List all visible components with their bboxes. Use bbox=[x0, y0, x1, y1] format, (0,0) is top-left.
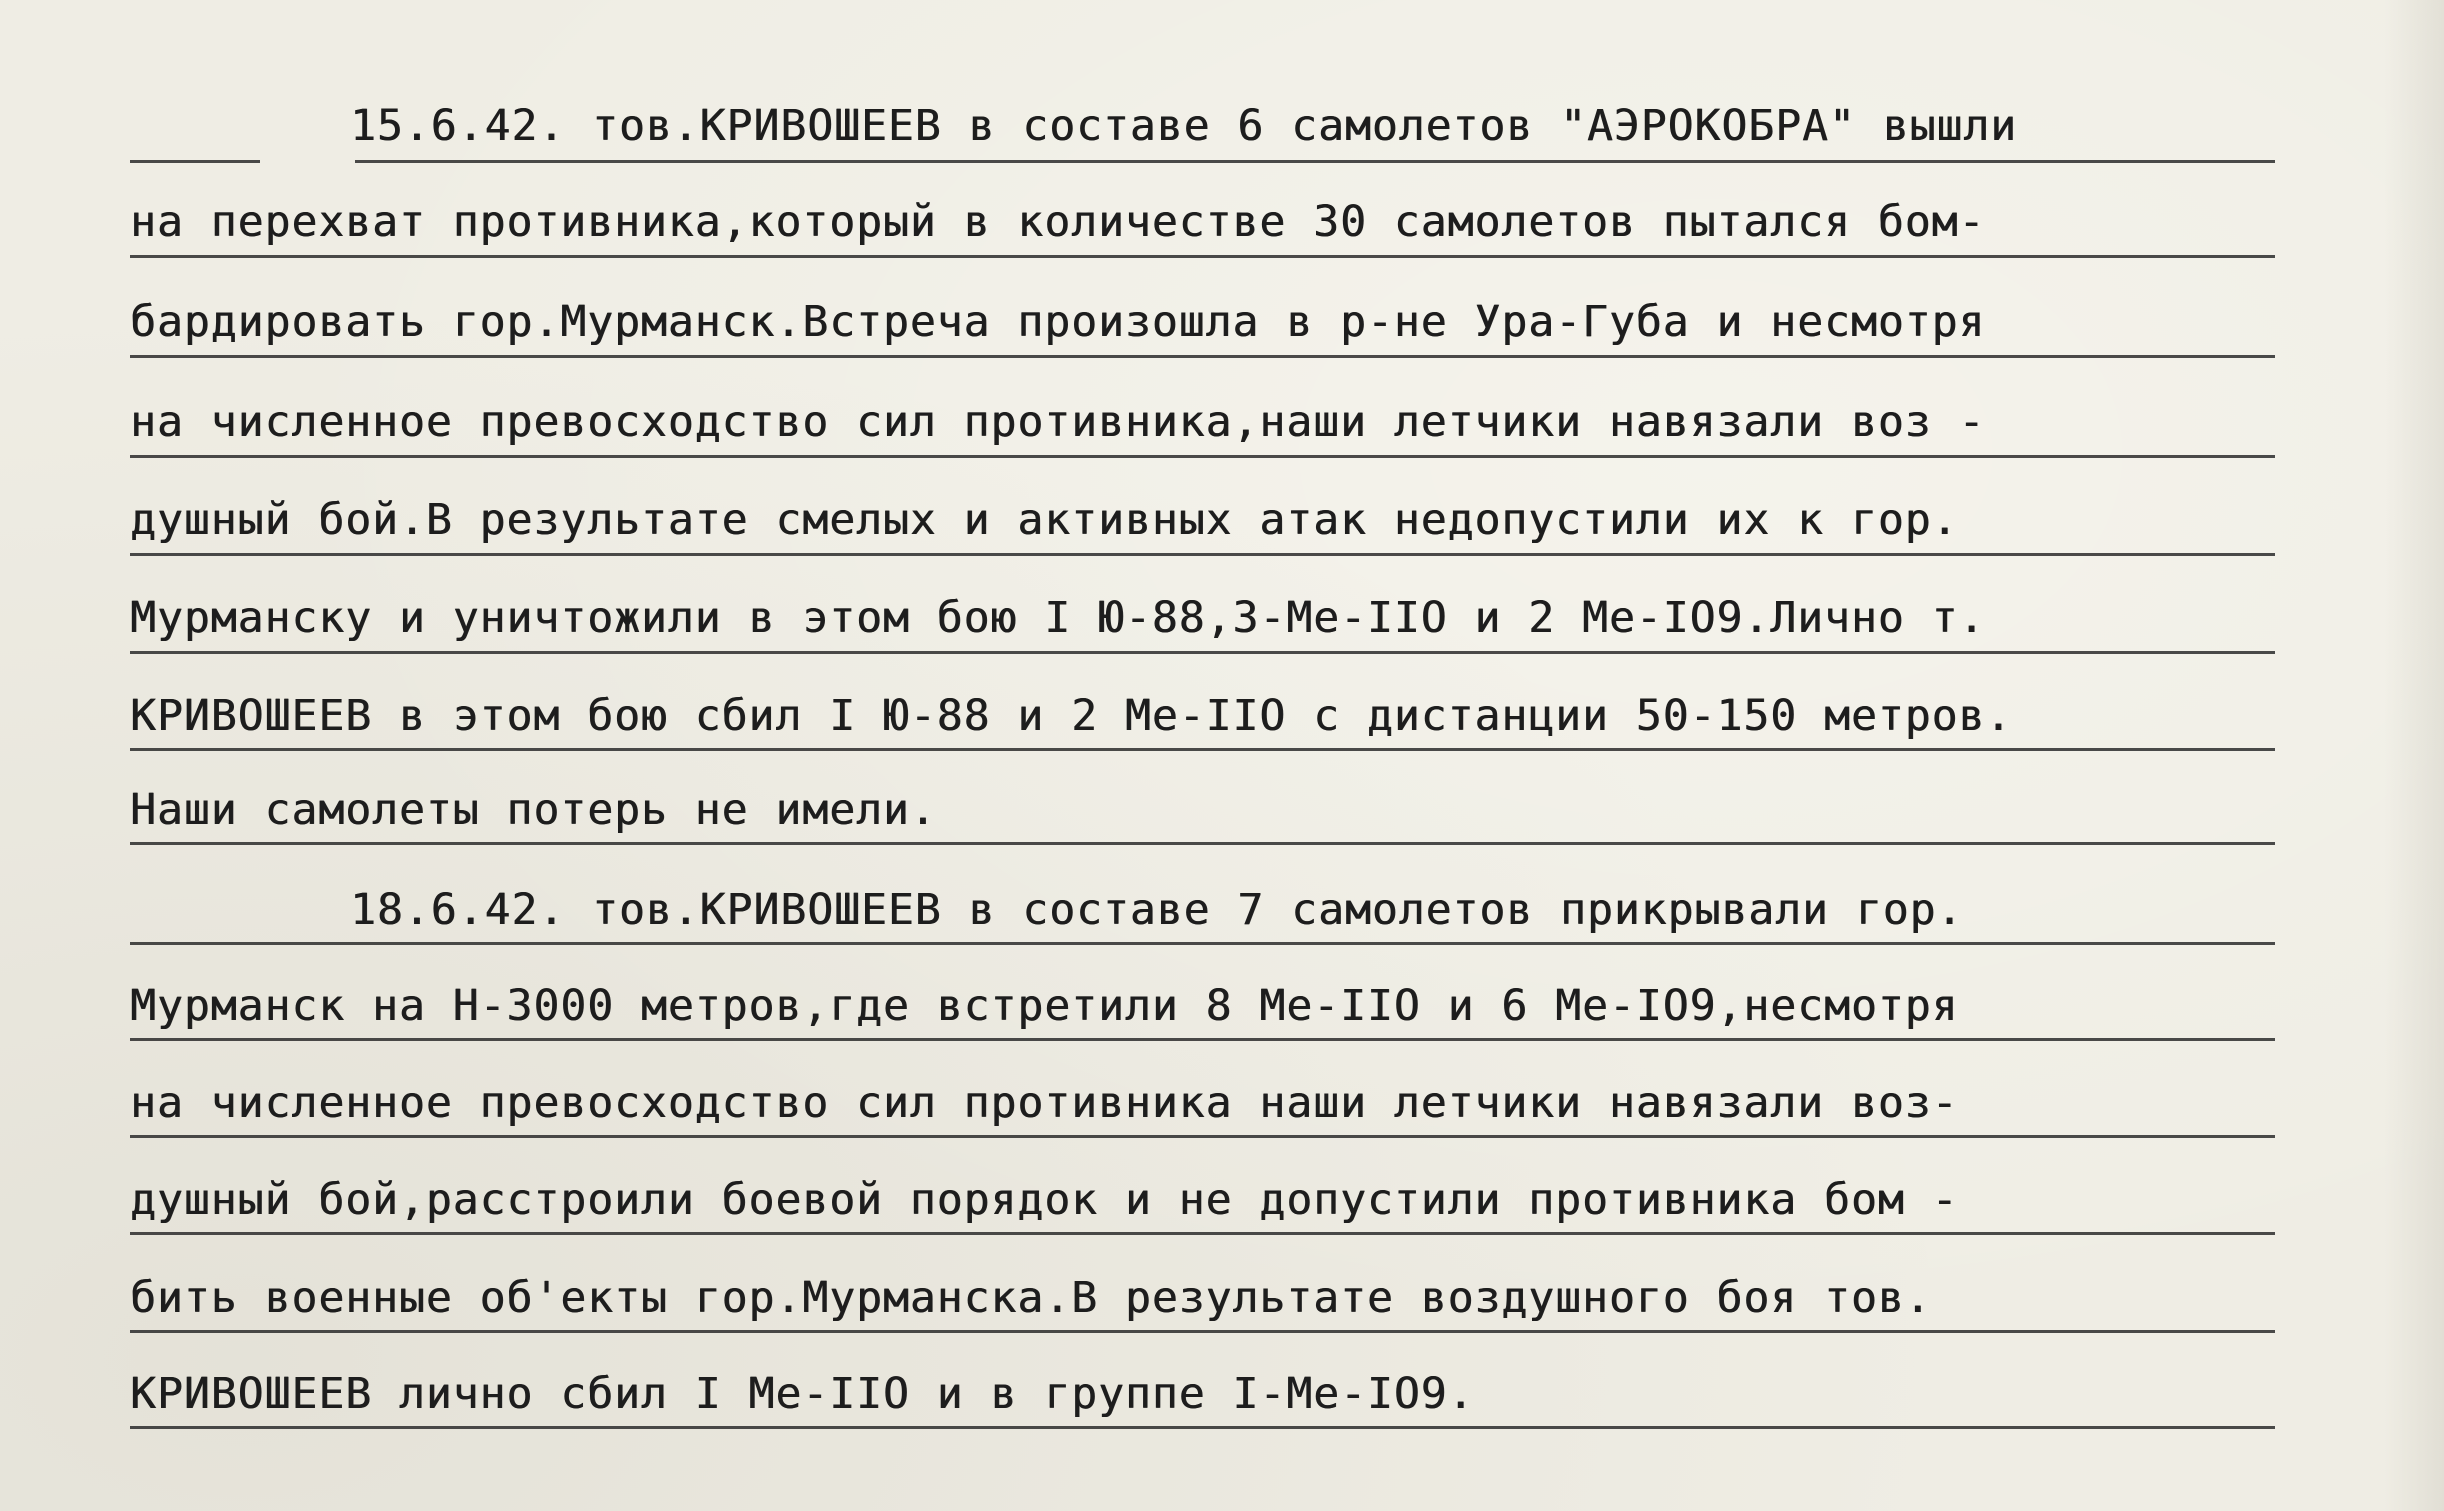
rule-line-1 bbox=[130, 255, 2275, 258]
text-line-6: Мурманску и уничтожили в этом бою I Ю-88,3-Ме-IIO и 2 Ме-IO9.Лично т. bbox=[130, 593, 1986, 643]
rule-line-8 bbox=[130, 942, 2275, 945]
text-line-3: бардировать гор.Мурманск.Встреча произошла в р-не Ура-Губа и несмотря bbox=[130, 297, 1986, 347]
rule-line-6 bbox=[130, 748, 2275, 751]
rule-line-5 bbox=[130, 651, 2275, 654]
rule-line-2 bbox=[130, 355, 2275, 358]
text-line-12: душный бой,расстроили боевой порядок и не допустили противника бом - bbox=[130, 1175, 1959, 1225]
text-line-1: 15.6.42. тов.КРИВОШЕЕВ в составе 6 самолетов "АЭРОКОБРА" вышли bbox=[350, 101, 2018, 151]
rule-line-9 bbox=[130, 1038, 2275, 1041]
rule-line-7 bbox=[130, 842, 2275, 845]
page-edge-shadow bbox=[2384, 0, 2444, 1511]
text-line-9: 18.6.42. тов.КРИВОШЕЕВ в составе 7 самолетов прикрывали гор. bbox=[350, 885, 1964, 935]
rule-line-11 bbox=[130, 1232, 2275, 1235]
rule-line-0a bbox=[130, 160, 260, 163]
rule-line-4 bbox=[130, 553, 2275, 556]
text-line-14: КРИВОШЕЕВ лично сбил I Ме-IIO и в группе I-Ме-IO9. bbox=[130, 1369, 1475, 1419]
text-line-10: Мурманск на Н-3000 метров,где встретили 8 Ме-IIO и 6 Ме-IO9,несмотря bbox=[130, 981, 1959, 1031]
rule-line-3 bbox=[130, 455, 2275, 458]
rule-line-0b bbox=[355, 160, 2275, 163]
text-line-11: на численное превосходство сил противника наши летчики навязали воз- bbox=[130, 1078, 1959, 1128]
rule-line-12 bbox=[130, 1330, 2275, 1333]
rule-line-13 bbox=[130, 1426, 2275, 1429]
text-line-8: Наши самолеты потерь не имели. bbox=[130, 785, 937, 835]
text-line-2: на перехват противника,который в количестве 30 самолетов пытался бом- bbox=[130, 197, 1986, 247]
text-line-7: КРИВОШЕЕВ в этом бою сбил I Ю-88 и 2 Ме-IIO с дистанции 50-150 метров. bbox=[130, 691, 2013, 741]
text-line-13: бить военные об'екты гор.Мурманска.В результате воздушного боя тов. bbox=[130, 1273, 1932, 1323]
text-line-5: душный бой.В результате смелых и активных атак недопустили их к гор. bbox=[130, 495, 1959, 545]
rule-line-10 bbox=[130, 1135, 2275, 1138]
text-line-4: на численное превосходство сил противника,наши летчики навязали воз - bbox=[130, 397, 1986, 447]
